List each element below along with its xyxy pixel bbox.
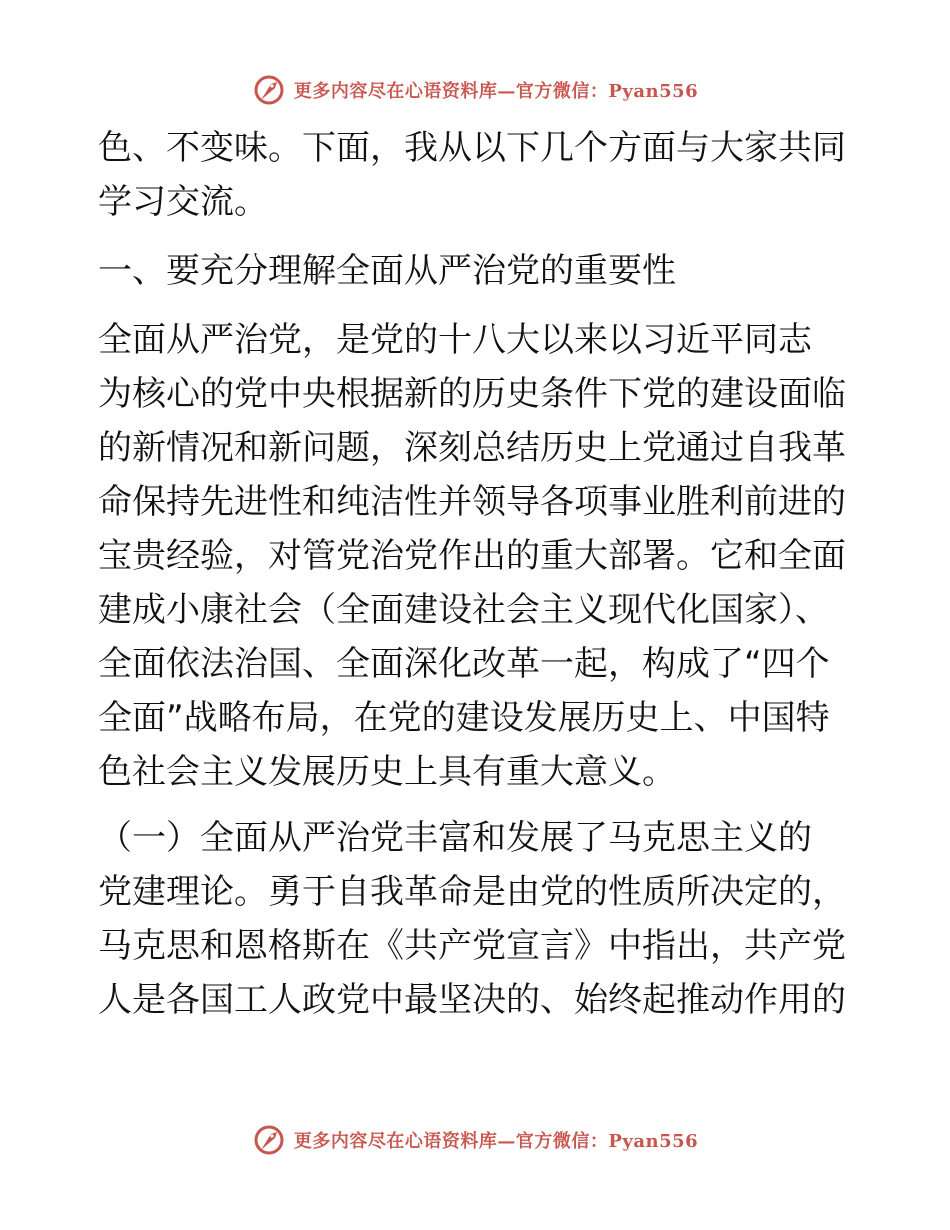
text-line: 建成小康社会（全面建设社会主义现代化国家）、 xyxy=(98,590,829,630)
pen-nib-logo-icon xyxy=(252,1123,286,1157)
text-line: 全面从严治党，是党的十八大以来以习近平同志 xyxy=(98,320,812,360)
text-line: 的新情况和新问题，深刻总结历史上党通过自我革 xyxy=(98,428,846,468)
text-line: 党建理论。勇于自我革命是由党的性质所决定的， xyxy=(98,872,846,912)
text-line: 马克思和恩格斯在《共产党宣言》中指出，共产党 xyxy=(98,926,846,966)
subsection-heading-line: （一）全面从严治党丰富和发展了马克思主义的 xyxy=(98,818,812,858)
text-line: 色社会主义发展历史上具有重大意义。 xyxy=(98,752,676,792)
header-banner xyxy=(0,70,950,110)
text-line: 为核心的党中央根据新的历史条件下党的建设面临 xyxy=(98,374,846,414)
footer-banner xyxy=(0,1120,950,1160)
text-line: 全面”战略布局，在党的建设发展历史上、中国特 xyxy=(98,698,830,738)
document-body xyxy=(98,121,858,1027)
text-line: 人是各国工人政党中最坚决的、始终起推动作用的 xyxy=(98,980,846,1020)
pen-nib-logo-icon xyxy=(252,73,286,107)
text-line: 学习交流。 xyxy=(98,182,268,222)
text-line: 全面依法治国、全面深化改革一起，构成了“四个 xyxy=(98,644,830,684)
footer-banner-text: 更多内容尽在心语资料库—官方微信：Pyan556 xyxy=(293,1131,699,1152)
text-line: 命保持先进性和纯洁性并领导各项事业胜利前进的 xyxy=(98,482,846,522)
text-line: 色、不变味。下面，我从以下几个方面与大家共同 xyxy=(98,128,846,168)
section-heading: 一、要充分理解全面从严治党的重要性 xyxy=(98,251,676,291)
header-banner-text: 更多内容尽在心语资料库—官方微信：Pyan556 xyxy=(293,81,699,102)
text-line: 宝贵经验，对管党治党作出的重大部署。它和全面 xyxy=(98,536,846,576)
